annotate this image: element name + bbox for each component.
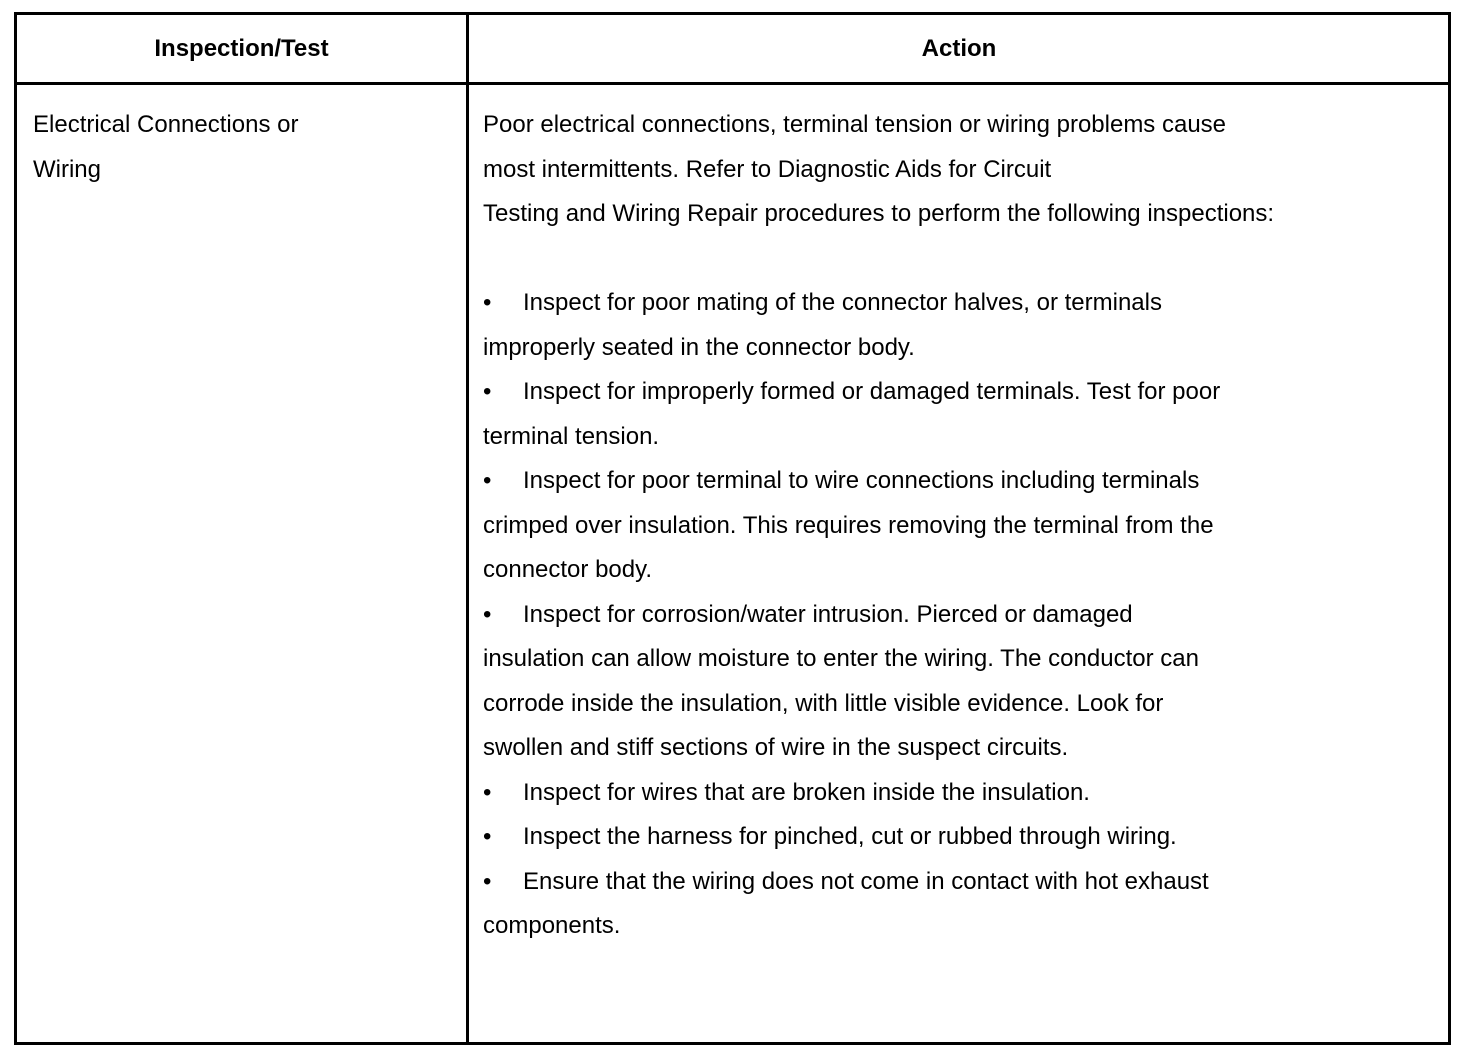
bullet-continuation: swollen and stiff sections of wire in the suspect circuits. [483,734,1069,761]
bullet-text: Inspect for corrosion/water intrusion. Pierced or damaged [523,600,1133,628]
spacer [483,237,1443,282]
inspection-line: Wiring [33,155,102,183]
inspection-line: Electrical Connections or [33,111,299,138]
bullet-icon: • [483,289,492,316]
bullet-icon: • [483,600,492,628]
bullet-continuation: components. [483,912,621,939]
header-divider [17,82,1448,85]
bullet-icon: • [483,823,492,850]
bullet-text: Ensure that the wiring does not come in contact with hot exhaust [523,867,1209,895]
bullet-text: Inspect for poor mating of the connector halves, or terminals [523,289,1162,316]
bullet-icon: • [483,378,492,405]
column-divider [466,15,469,1042]
bullet-text: Inspect for wires that are broken inside the insulation. [523,778,1090,806]
inspection-table [14,12,1451,1045]
bullet-continuation: crimped over insulation. This requires removing the terminal from the [483,511,1214,539]
bullet-icon: • [483,778,492,806]
bullet-continuation: terminal tension. [483,422,660,450]
bullet-item [483,459,1443,504]
bullet-item [483,593,1443,638]
bullet-item [483,771,1443,816]
bullet-item [483,860,1443,905]
bullet-icon: • [483,467,492,494]
intro-line: Testing and Wiring Repair procedures to perform the following inspections: [483,200,1275,227]
bullet-continuation: improperly seated in the connector body. [483,333,915,361]
bullet-item [483,370,1443,415]
bullet-text: Inspect for poor terminal to wire connections including terminals [523,467,1200,494]
header-action: Action [921,34,997,62]
action-cell [483,103,1443,949]
inspection-cell [33,103,453,192]
bullet-item [483,815,1443,860]
bullet-continuation: corrode inside the insulation, with little visible evidence. Look for [483,689,1164,717]
header-inspection-test: Inspection/Test [154,34,329,62]
bullet-text: Inspect for improperly formed or damaged terminals. Test for poor [523,378,1221,405]
bullet-continuation: insulation can allow moisture to enter the wiring. The conductor can [483,645,1199,672]
bullet-text: Inspect the harness for pinched, cut or rubbed through wiring. [523,823,1177,850]
intro-line: most intermittents. Refer to Diagnostic Aids for Circuit [483,155,1052,183]
bullet-continuation: connector body. [483,556,652,583]
intro-line: Poor electrical connections, terminal tension or wiring problems cause [483,111,1227,138]
bullet-item [483,281,1443,326]
bullet-icon: • [483,867,492,895]
